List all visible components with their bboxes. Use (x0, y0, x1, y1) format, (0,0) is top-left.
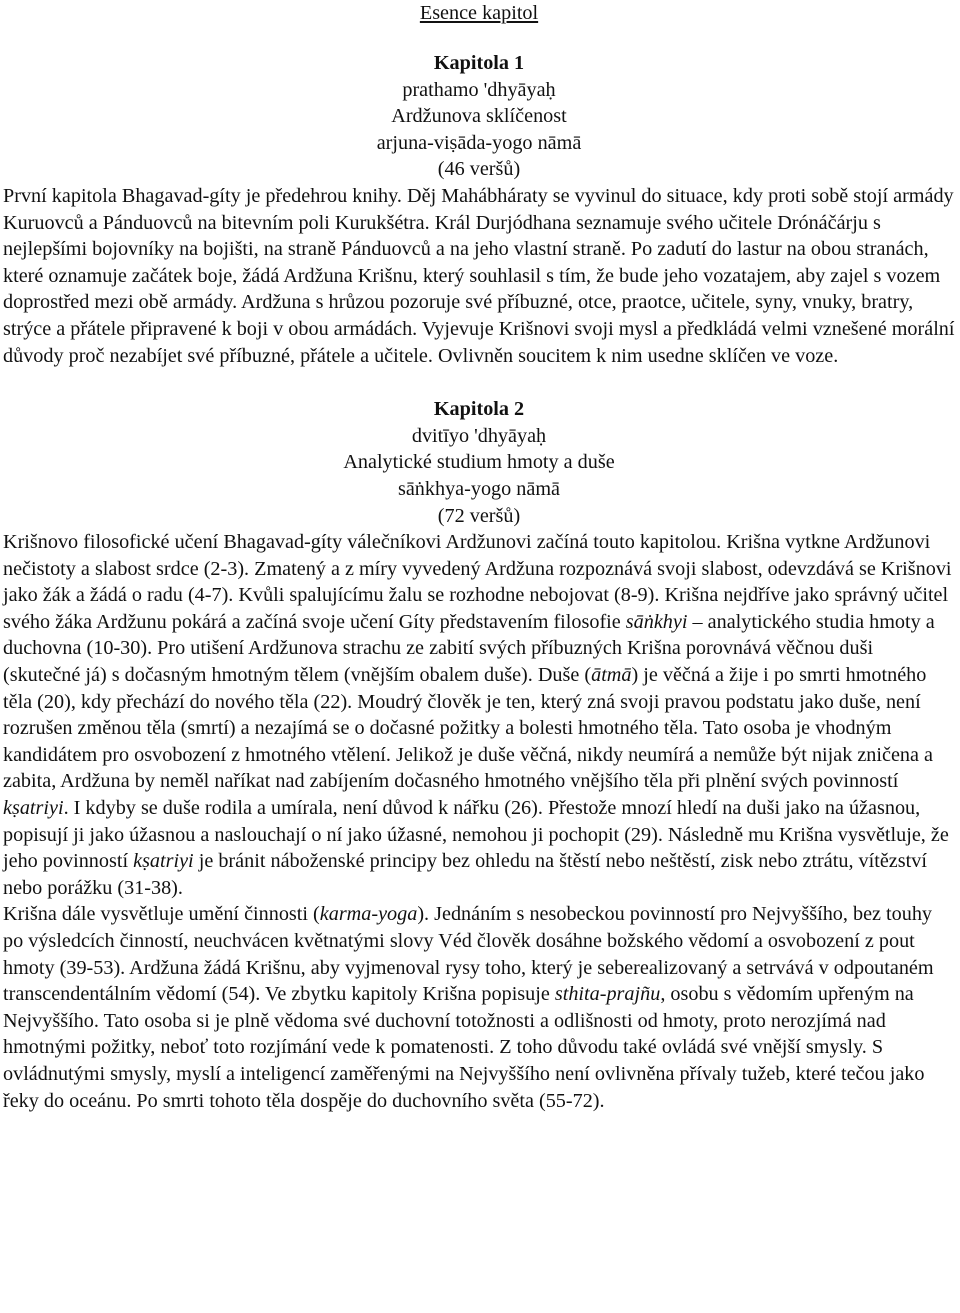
chapter-1-heading (3, 50, 955, 183)
chapter-2-czech-title: Analytické studium hmoty a duše (343, 451, 615, 474)
text-run: ) je věčná a žije i po smrti hmotného těla (20), kdy přechází do nového těla (22). Moudrý člověk je ten, který zná svoji pravou podstatu jako duše, není rozrušen změnou těla (smrtí) a nezajímá se o dočasné požitky a bolesti hmotného těla. Tato osoba je vhodným kandidátem pro osvobození z hmotného vtělení. Jelikož je duše věčná, nikdy neumírá a nemůže být nijak zničena a zabita, Ardžuna by neměl naříkat nad zabíjením dočasného hmotného vnějšího těla při plnění svých povinností (3, 664, 933, 793)
italic-term: karma-yoga (319, 903, 418, 926)
text-run: Krišna dále vysvětluje umění činnosti ( (3, 903, 320, 926)
chapter-2-number: Kapitola 2 (433, 398, 525, 421)
chapter-2-sanskrit-name: sāṅkhya-yogo nāmā (397, 477, 560, 500)
italic-term: kṣatriyi (133, 850, 194, 873)
chapter-2-summary-paragraph-1 (3, 529, 955, 901)
chapter-1-sanskrit-name: arjuna-viṣāda-yogo nāmā (376, 131, 582, 154)
chapter-2-summary-paragraph-2 (3, 901, 955, 1114)
chapter-1-sanskrit-title: prathamo 'dhyāyaḥ (402, 78, 556, 101)
document-title (3, 0, 955, 27)
italic-term: kṣatriyi (3, 797, 64, 820)
text-run: je bránit náboženské principy bez ohledu na štěstí nebo neštěstí, zisk nebo ztrátu, vítězství nebo porážku (31-38). (3, 850, 927, 899)
italic-term: sāṅkhyi (625, 610, 688, 633)
chapter-2-sanskrit-title: dvitīyo 'dhyāyaḥ (411, 424, 547, 447)
text-run: . I kdyby se duše rodila a umírala, není důvod k nářku (26). Přestože mnozí hledí na duši jako na úžasnou, popisují ji jako úžasnou a naslouchají o ní jako úžasné, nemohou ji pochopit (29). Následně mu Krišna vysvětluje, že jeho povinností (3, 797, 949, 873)
chapter-1-czech-title: Ardžunova sklíčenost (391, 105, 567, 128)
text-run: ). Jednáním s nesobeckou povinností pro Nejvyššího, bez touhy po výsledcích činností, neuchvácen květnatými slovy Véd člověk dosáhne božského vědomí a osvobození z pout hmoty (39-53). Ardžuna žádá Krišnu, aby vyjmenoval rysy toho, který je seberealizovaný a setrvává v odpoutaném transcendentálním vědomí (54). Ve zbytku kapitoly Krišna popisuje (3, 903, 934, 1006)
chapter-1-verse-count: (46 veršů) (437, 158, 521, 181)
chapter-1-number: Kapitola 1 (433, 52, 525, 74)
chapter-2-verse-count: (72 veršů) (437, 504, 521, 527)
text-run: – analytického studia hmoty a duchovna (10-30). Pro utišení Ardžunova strachu ze zabití svých příbuzných Krišna porovnává věčnou duši (skutečné já) s dočasným hmotným tělem (vnějším obalem duše). Duše ( (3, 610, 935, 687)
italic-term: sthita-prajñu (554, 983, 661, 1006)
text-run: , osobu s vědomím upřeným na Nejvyššího. Tato osoba si je plně vědoma své duchovní totožnosti a odlišnosti od hmoty, proto nerozjímá nad hmotnými požitky, neboť toto rozjímání vede k pomatenosti. Z toho důvodu také ovládá své vnější smysly. S ovládnutými smysly, myslí a inteligencí zaměřenými na Nejvyššího není ovlivněna přívaly tužeb, které tečou jako řeky do oceánu. Po smrti tohoto těla dospěje do duchovního světa (55-72). (3, 983, 925, 1112)
chapter-2-heading (3, 396, 955, 529)
italic-term: ātmā (591, 664, 632, 687)
document-title-link[interactable]: Esence kapitol (419, 2, 539, 24)
text-run: Krišnovo filosofické učení Bhagavad-gíty válečníkovi Ardžunovi začíná touto kapitolou. Krišna vytkne Ardžunovi nečistoty a slabost srdce (2-3). Zmatený a z míry vyvedený Ardžuna rozpoznává svoji slabost, odevzdává se Krišnovi jako žák a žádá o radu (4-7). Kvůli spalujícímu žalu se rozhodne nebojovat (8-9). Krišna nejdříve jako správný učitel svého žáka Ardžunu pokárá a začíná svoje učení Gíty představením filosofie (3, 531, 952, 633)
chapter-1-summary: První kapitola Bhagavad-gíty je předehrou knihy. Děj Mahábháraty se vyvinul do situace, kdy proti sobě stojí armády Kuruovců a Pánduovců na bitevním poli Kurukšétra. Král Durjódhana seznamuje svého učitele Drónáčárju s nejlepšími bojovníky na bojišti, na straně Pánduovců a na jeho vlastní straně. Po zadutí do lastur na obou stranách, které oznamuje začátek boje, žádá Ardžuna Krišnu, který souhlasil s tím, že bude jeho vozatajem, aby zajel s vozem doprostřed mezi obě armády. Ardžuna s hrůzou pozoruje své příbuzné, otce, praotce, učitele, syny, vnuky, bratry, strýce a přátele připravené k boji v obou armádách. Vyjevuje Krišnovi svoji mysl a předkládá velmi vznešené morální důvody proč nezabíjet své příbuzné, přátele a učitele. Ovlivněn soucitem k nim usedne sklíčen ve voze. (3, 184, 955, 367)
